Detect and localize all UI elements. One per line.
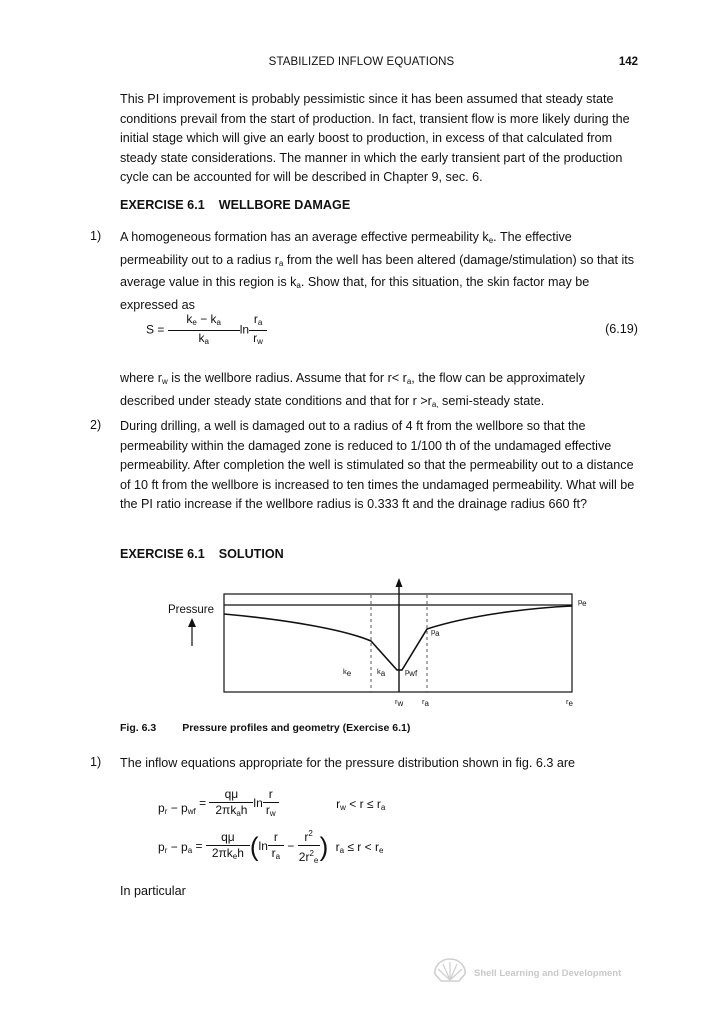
- label-pa: $p_a$: [431, 627, 440, 638]
- solution-item-text: The inflow equations appropriate for the pressure distribution shown in fig. 6.3 are: [120, 756, 576, 770]
- label-pwf: $p_{wf}$: [405, 667, 418, 678]
- label-ke: $k_e$: [343, 667, 352, 678]
- page-number: 142: [618, 56, 638, 68]
- inflow-equation-2: $p_r - p_a$ = $\frac{q\mu}{2\pi k_eh}$ (ln $\frac{r}{r_a}$ − $\frac{r^2}{2r^2_e}$ ) $r_a \le r < r_e$: [158, 826, 578, 868]
- intro-paragraph: This PI improvement is probably pessimistic since it has been assumed that steady state conditions prevail from the start of production. In fact, transient flow is more likely during the initial stage which will give an early boost to production, in excess of that calculated from steady state considerations. The manner in which the early transient part of the production cycle can be accounted for will be described in Chapter 9, sec. 6.: [120, 92, 630, 185]
- solution-item-number: 1): [90, 755, 102, 769]
- item-2-number: 2): [90, 418, 102, 432]
- wellbore-arrow-head: [396, 578, 403, 587]
- label-re: $r_e$: [566, 697, 573, 708]
- footer-brand: Shell Learning and Development: [474, 968, 622, 979]
- shell-logo-icon: [432, 956, 468, 986]
- label-ra: $r_a$: [422, 697, 429, 708]
- label-rw: $r_w$: [395, 697, 404, 708]
- item-1-text: A homogeneous formation has an average effective permeability $k_e$. The effective permeability out to a radius $r_a$ from the well has been altered (damage/stimulation) so that its average value in this region is $k_a$. Show that, for this situation, the skin factor may be expressed as: [120, 230, 635, 312]
- inflow-equation-1: $p_r - p_{wf}$ = $\frac{q\mu}{2\pi k_ah}$ ln $\frac{r}{r_w}$ $r_w < r \le r_a$: [158, 787, 386, 818]
- pressure-profile-curve: [224, 606, 572, 670]
- label-ka: $k_a$: [377, 667, 386, 678]
- in-particular-text: In particular: [120, 884, 186, 898]
- equation-6-19-number: (6.19): [605, 322, 638, 336]
- exercise-heading: EXERCISE 6.1 WELLBORE DAMAGE: [120, 198, 351, 212]
- solution-heading: EXERCISE 6.1 SOLUTION: [120, 547, 284, 561]
- running-header: STABILIZED INFLOW EQUATIONS: [268, 56, 455, 68]
- reservoir-box: [224, 594, 572, 692]
- where-paragraph: where $r_w$ is the wellbore radius. Assume that for $r< r_a$, the flow can be approximately described under steady state conditions and that for $r >r_{a,}$ semi-steady state.: [120, 371, 585, 409]
- label-pe: $p_e$: [578, 597, 587, 608]
- figure-caption: Fig. 6.3 Pressure profiles and geometry (Exercise 6.1): [120, 722, 411, 734]
- pressure-arrow-head: [188, 618, 196, 627]
- equation-6-19: S = $\frac{k_e - k_a}{k_a}$ ln $\frac{r_a}{r_w}$: [146, 312, 267, 349]
- item-2-text: During drilling, a well is damaged out to a radius of 4 ft from the wellbore so that the permeability within the damaged zone is reduced to 1/100 th of the undamaged effective permeability. After completion the well is stimulated so that the permeability out to a distance of 10 ft from the wellbore is increased to ten times the undamaged permeability. What will be the PI ratio increase if the wellbore radius is 0.333 ft and the drainage radius 660 ft?: [120, 419, 635, 512]
- figure-pressure-label: Pressure: [168, 604, 215, 616]
- item-1-number: 1): [90, 229, 102, 243]
